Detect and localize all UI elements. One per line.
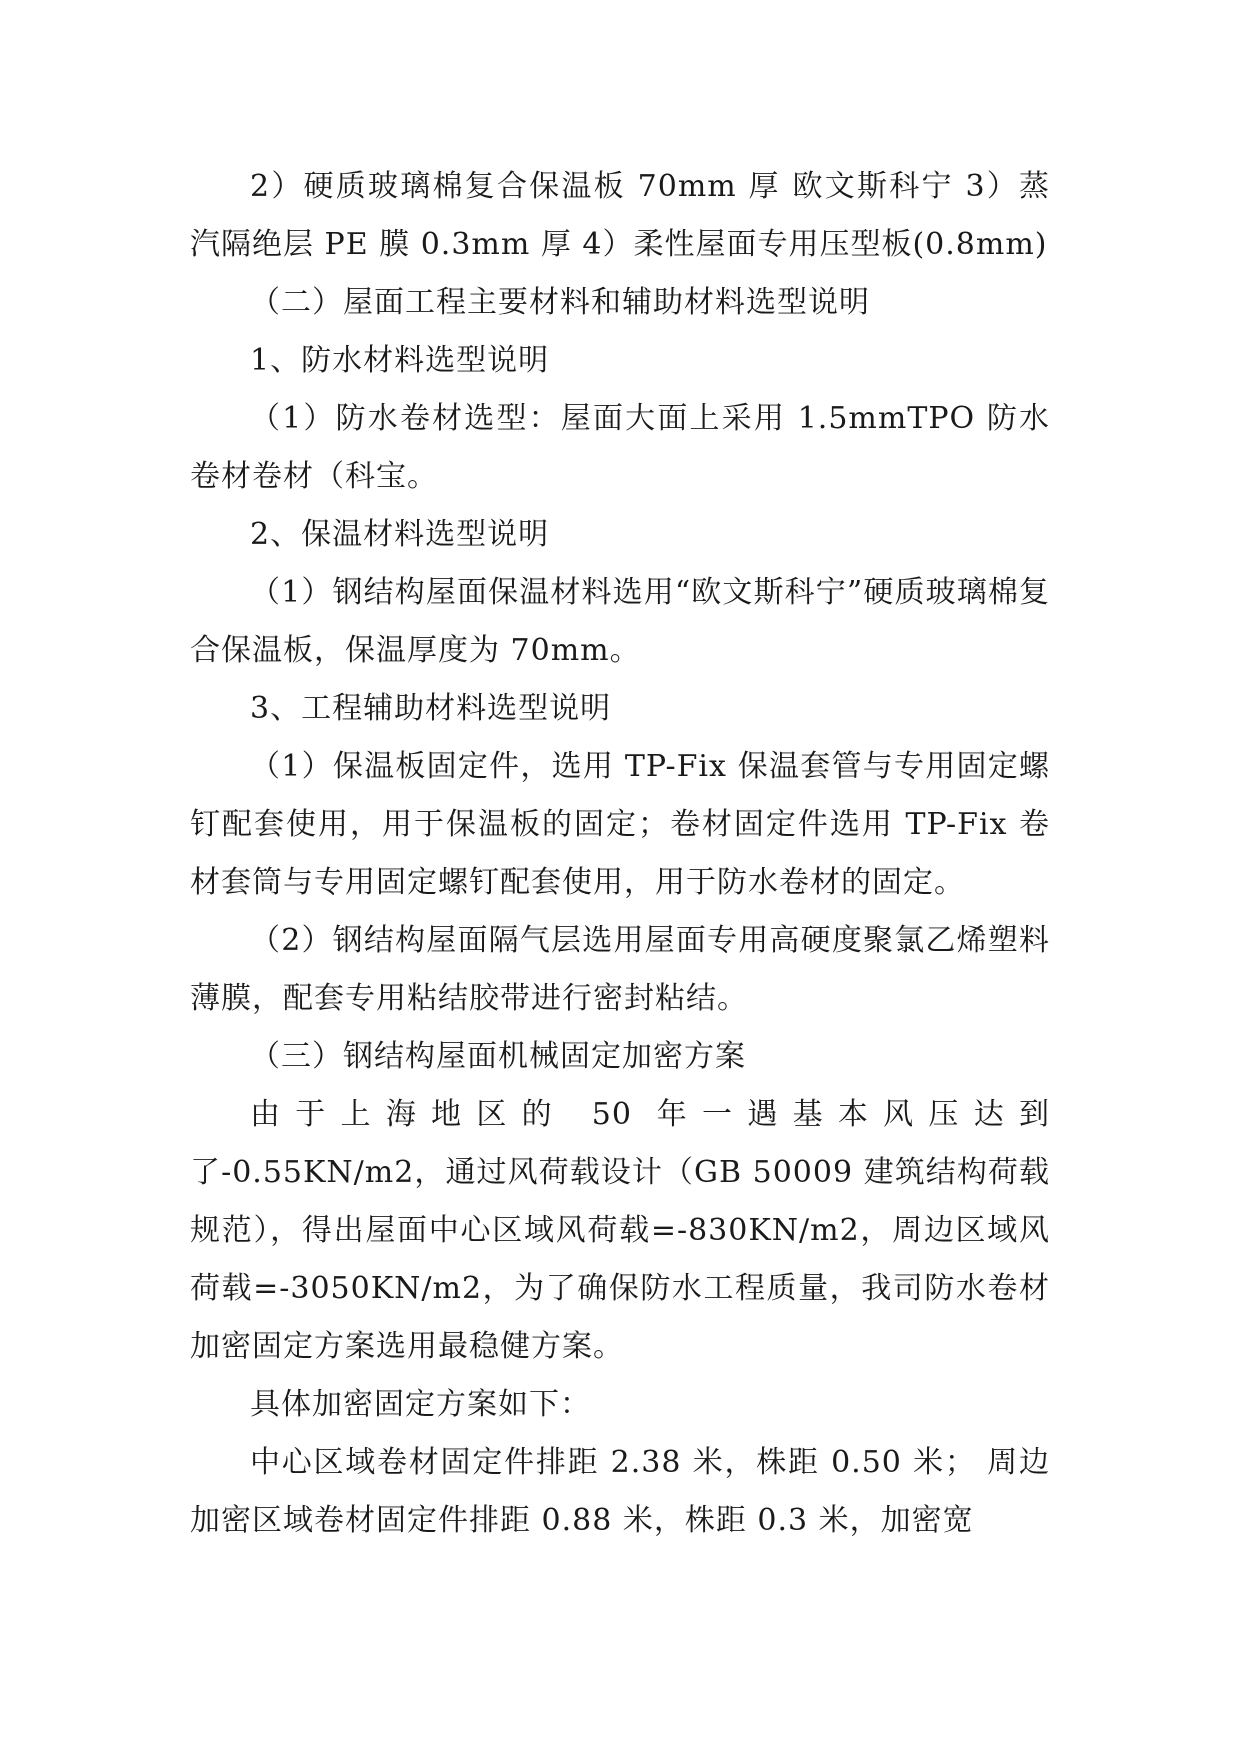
heading-roof-materials: （二）屋面工程主要材料和辅助材料选型说明 <box>250 285 870 320</box>
paragraph-scheme-intro: 具体加密固定方案如下： <box>250 1387 591 1422</box>
heading-insulation-materials: 2、保温材料选型说明 <box>250 517 550 552</box>
paragraph-wind-load: 由于上海地区的 50 年一遇基本风压达到了-0.55KN/m2，通过风荷载设计（GB 50009 建筑结构荷载规范），得出屋面中心区域风荷载=-830KN/m2，周边区域风荷载=-3050KN/m2，为了确保防水工程质量，我司防水卷材加密固定方案选用最稳健方案。 <box>190 1097 1050 1364</box>
document-body <box>190 158 1050 1550</box>
paragraph-scheme-spacing: 中心区域卷材固定件排距 2.38 米，株距 0.50 米； 周边加密区域卷材固定件排距 0.88 米，株距 0.3 米，加密宽 <box>190 1445 1050 1538</box>
paragraph-vapor-barrier: （2）钢结构屋面隔气层选用屋面专用高硬度聚氯乙烯塑料薄膜，配套专用粘结胶带进行密封粘结。 <box>190 923 1050 1016</box>
paragraph-insulation-selection: （1）钢结构屋面保温材料选用“欧文斯科宁”硬质玻璃棉复合保温板，保温厚度为 70mm。 <box>190 575 1050 668</box>
paragraph-fasteners: （1）保温板固定件，选用 TP-Fix 保温套管与专用固定螺钉配套使用，用于保温板的固定；卷材固定件选用 TP-Fix 卷材套筒与专用固定螺钉配套使用，用于防水卷材的固定。 <box>190 749 1050 900</box>
heading-waterproof-materials: 1、防水材料选型说明 <box>250 343 550 378</box>
heading-fixing-scheme: （三）钢结构屋面机械固定加密方案 <box>250 1039 746 1074</box>
paragraph-insulation-layers: 2）硬质玻璃棉复合保温板 70mm 厚 欧文斯科宁 3）蒸汽隔绝层 PE 膜 0.3mm 厚 4）柔性屋面专用压型板(0.8mm) <box>190 169 1050 262</box>
paragraph-waterproof-membrane: （1）防水卷材选型：屋面大面上采用 1.5mmTPO 防水卷材卷材（科宝。 <box>190 401 1050 494</box>
heading-auxiliary-materials: 3、工程辅助材料选型说明 <box>250 691 612 726</box>
